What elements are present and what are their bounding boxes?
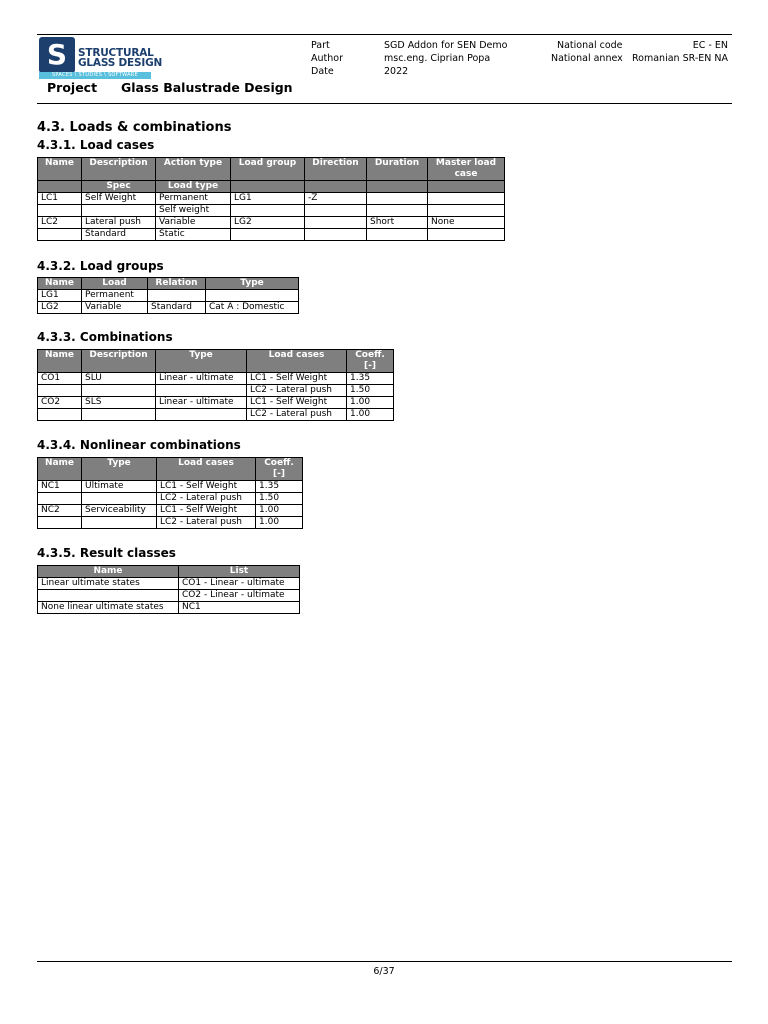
table-header-row [38, 181, 505, 193]
header-bottom-rule [37, 103, 732, 104]
table-cell [38, 493, 82, 505]
nonlinear-table [37, 457, 303, 529]
table-cell: LC1 - Self Weight [157, 481, 256, 493]
table-cell [428, 229, 505, 241]
table-cell: LC1 - Self Weight [247, 373, 347, 385]
column-header: Action type [156, 158, 231, 181]
table-cell: 1.50 [256, 493, 303, 505]
table-row [38, 290, 299, 302]
table-cell: 1.00 [256, 517, 303, 529]
table-cell: Standard [82, 229, 156, 241]
table-cell: 1.00 [347, 409, 394, 421]
table-cell [428, 193, 505, 205]
footer-rule [37, 961, 732, 962]
load-cases-table [37, 157, 505, 241]
table-cell: 1.35 [347, 373, 394, 385]
table-cell: Linear - ultimate [156, 373, 247, 385]
table-row [38, 590, 300, 602]
table-cell [231, 229, 305, 241]
table-cell: LG1 [231, 193, 305, 205]
table-row [38, 385, 394, 397]
table-cell: CO2 [38, 397, 82, 409]
column-subheader [367, 181, 428, 193]
table-cell: None linear ultimate states [38, 602, 179, 614]
table-cell: None [428, 217, 505, 229]
table-cell [38, 409, 82, 421]
table-row [38, 397, 394, 409]
column-header: Relation [148, 278, 206, 290]
table-row [38, 578, 300, 590]
table-cell: LC2 - Lateral push [247, 409, 347, 421]
load-groups-title: 4.3.2. Load groups [37, 259, 164, 273]
load-cases-title: 4.3.1. Load cases [37, 138, 155, 152]
table-cell [38, 205, 82, 217]
result-classes-title: 4.3.5. Result classes [37, 546, 176, 560]
table-header-row [38, 278, 299, 290]
project-label: Project [47, 80, 98, 95]
table-cell [367, 205, 428, 217]
table-cell: NC2 [38, 505, 82, 517]
table-row [38, 302, 299, 314]
table-cell: Standard [148, 302, 206, 314]
table-row [38, 373, 394, 385]
nonlinear-title: 4.3.4. Nonlinear combinations [37, 438, 241, 452]
table-cell [38, 385, 82, 397]
result-classes-table [37, 565, 300, 614]
column-subheader [428, 181, 505, 193]
table-cell [82, 493, 157, 505]
column-header: Direction [305, 158, 367, 181]
table-row [38, 505, 303, 517]
table-cell: Permanent [156, 193, 231, 205]
table-row [38, 602, 300, 614]
table-row [38, 229, 505, 241]
table-cell [82, 205, 156, 217]
column-header: Name [38, 278, 82, 290]
table-cell: LC1 [38, 193, 82, 205]
column-subheader [231, 181, 305, 193]
table-cell [428, 205, 505, 217]
table-cell: LC1 - Self Weight [157, 505, 256, 517]
table-cell: 1.00 [256, 505, 303, 517]
table-row [38, 217, 505, 229]
column-header: Description [82, 158, 156, 181]
column-header: Load group [231, 158, 305, 181]
header-top-rule [37, 34, 732, 35]
table-row [38, 193, 505, 205]
table-row [38, 409, 394, 421]
table-cell: CO2 - Linear - ultimate [179, 590, 300, 602]
table-cell: LG2 [38, 302, 82, 314]
table-cell: NC1 [38, 481, 82, 493]
column-header: Name [38, 158, 82, 181]
national-code-value: EC - EN [692, 40, 728, 51]
table-cell [82, 517, 157, 529]
table-cell: Self Weight [82, 193, 156, 205]
author-label: Author [311, 53, 343, 64]
combinations-table [37, 349, 394, 421]
table-header-row [38, 458, 303, 481]
table-header-row [38, 158, 505, 181]
column-subheader: Load type [156, 181, 231, 193]
table-cell: SLU [82, 373, 156, 385]
table-row [38, 493, 303, 505]
logo-mark: S [39, 37, 75, 73]
column-header: Description [82, 350, 156, 373]
column-header: Load cases [157, 458, 256, 481]
table-cell: Linear - ultimate [156, 397, 247, 409]
page-number: 6/37 [373, 966, 395, 977]
table-cell: Short [367, 217, 428, 229]
table-cell [38, 517, 82, 529]
table-cell: LC2 - Lateral push [157, 517, 256, 529]
column-header: Type [82, 458, 157, 481]
section-title: 4.3. Loads & combinations [37, 120, 232, 135]
combinations-title: 4.3.3. Combinations [37, 330, 173, 344]
column-header: Master load case [428, 158, 505, 181]
column-header: Name [38, 350, 82, 373]
column-header: Load cases [247, 350, 347, 373]
table-row [38, 481, 303, 493]
table-cell: Self weight [156, 205, 231, 217]
column-header: Type [156, 350, 247, 373]
table-row [38, 517, 303, 529]
table-cell: LC2 [38, 217, 82, 229]
national-annex-value: Romanian SR-EN NA [632, 53, 728, 64]
table-cell: 1.35 [256, 481, 303, 493]
national-code-label: National code [557, 40, 623, 51]
date-value: 2022 [384, 66, 409, 77]
logo-text-line1: STRUCTURAL [78, 47, 154, 59]
column-header: Load [82, 278, 148, 290]
table-cell [367, 229, 428, 241]
table-cell: LC2 - Lateral push [157, 493, 256, 505]
table-cell: 1.00 [347, 397, 394, 409]
table-cell: Ultimate [82, 481, 157, 493]
author-value: msc.eng. Ciprian Popa [384, 53, 491, 64]
table-header-row [38, 350, 394, 373]
column-header: Coeff. [-] [347, 350, 394, 373]
column-header: List [179, 566, 300, 578]
table-cell [305, 229, 367, 241]
column-header: Name [38, 566, 179, 578]
table-cell: 1.50 [347, 385, 394, 397]
column-header: Coeff. [-] [256, 458, 303, 481]
logo-tagline: SPACES \ STUDIES \ SOFTWARE [39, 72, 151, 79]
table-cell [82, 409, 156, 421]
logo-text-line2: GLASS DESIGN [78, 57, 163, 69]
table-cell: Variable [156, 217, 231, 229]
table-cell: -Z [305, 193, 367, 205]
table-cell [156, 385, 247, 397]
table-cell [206, 290, 299, 302]
date-label: Date [311, 66, 334, 77]
table-cell: LG2 [231, 217, 305, 229]
column-subheader [38, 181, 82, 193]
table-cell: Static [156, 229, 231, 241]
table-cell: Permanent [82, 290, 148, 302]
table-cell [305, 217, 367, 229]
table-cell: Serviceability [82, 505, 157, 517]
national-annex-label: National annex [551, 53, 623, 64]
load-groups-table [37, 277, 299, 314]
table-cell [148, 290, 206, 302]
table-cell: LC1 - Self Weight [247, 397, 347, 409]
table-cell: SLS [82, 397, 156, 409]
company-logo [39, 37, 163, 81]
table-header-row [38, 566, 300, 578]
table-cell: NC1 [179, 602, 300, 614]
table-cell [367, 193, 428, 205]
table-cell [231, 205, 305, 217]
table-cell [38, 229, 82, 241]
column-header: Duration [367, 158, 428, 181]
table-cell: Linear ultimate states [38, 578, 179, 590]
table-cell: CO1 - Linear - ultimate [179, 578, 300, 590]
table-cell: Cat A : Domestic [206, 302, 299, 314]
table-cell [38, 590, 179, 602]
table-cell [156, 409, 247, 421]
table-row [38, 205, 505, 217]
table-cell: Variable [82, 302, 148, 314]
table-cell: LC2 - Lateral push [247, 385, 347, 397]
table-cell: LG1 [38, 290, 82, 302]
table-cell [305, 205, 367, 217]
table-cell: Lateral push [82, 217, 156, 229]
part-value: SGD Addon for SEN Demo [384, 40, 508, 51]
part-label: Part [311, 40, 330, 51]
table-cell: CO1 [38, 373, 82, 385]
column-subheader: Spec [82, 181, 156, 193]
table-cell [82, 385, 156, 397]
column-header: Name [38, 458, 82, 481]
column-subheader [305, 181, 367, 193]
project-name: Glass Balustrade Design [121, 80, 293, 95]
column-header: Type [206, 278, 299, 290]
